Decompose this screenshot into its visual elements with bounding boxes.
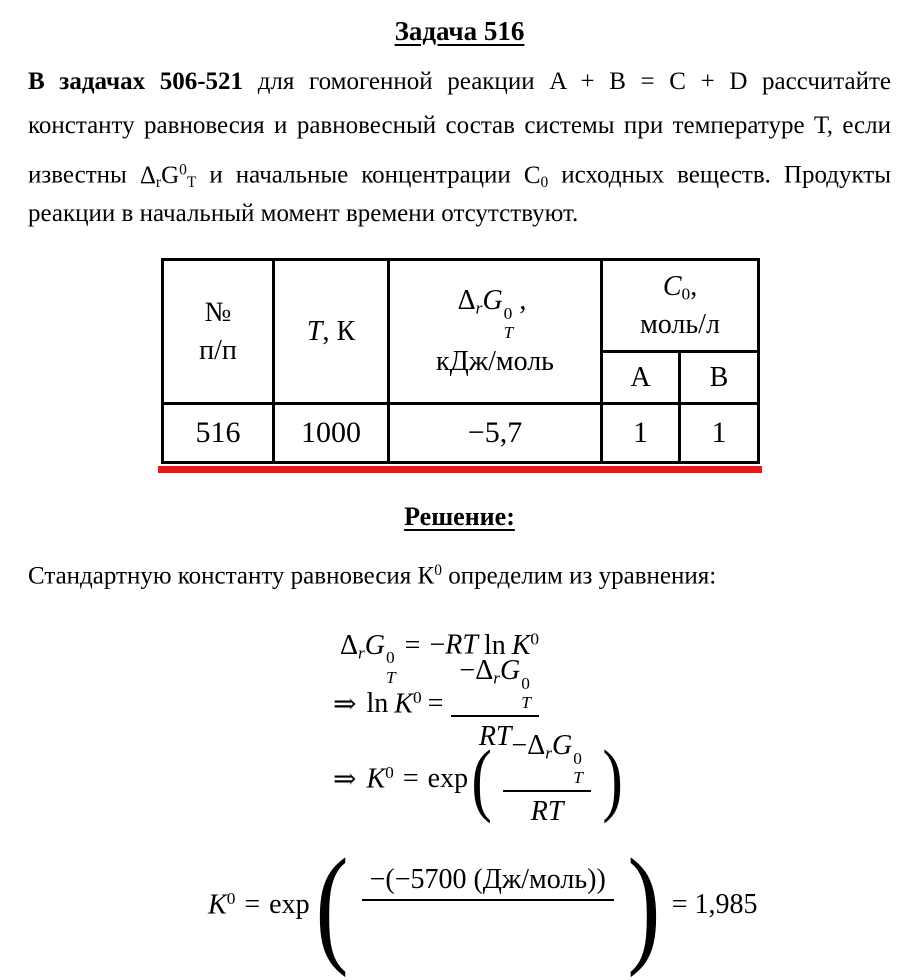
solution-intro xyxy=(28,562,716,591)
subscript-r: r xyxy=(545,743,552,763)
subscript-t: T xyxy=(521,692,531,712)
k-symbol: K xyxy=(511,629,531,661)
header-number-sign: № xyxy=(204,296,232,328)
header-temperature xyxy=(274,260,389,404)
intro-pre: Стандартную константу равновесия К xyxy=(28,562,435,590)
subscript-r: r xyxy=(475,298,483,318)
problem-line-3 xyxy=(28,148,891,192)
big-right-paren: ) xyxy=(627,831,661,979)
k-symbol: K xyxy=(366,763,386,795)
minus-sign: − xyxy=(459,655,476,686)
subscript-t: T xyxy=(186,173,197,191)
cell-problem-number: 516 xyxy=(163,404,274,463)
g-sup-sub-stack xyxy=(504,304,514,343)
problem-line-4-text: реакции в начальный момент времени отсутствуют. xyxy=(28,200,579,227)
cell-temperature: 1000 xyxy=(274,404,389,463)
delta-symbol: Δ xyxy=(139,161,156,189)
equals-sign: = xyxy=(402,763,419,794)
g-symbol: G xyxy=(482,285,503,317)
superscript-zero: 0 xyxy=(385,762,394,782)
header-gibbs-energy xyxy=(389,260,602,404)
conditions-table xyxy=(161,258,760,464)
header-number xyxy=(163,260,274,404)
gibbs-term xyxy=(392,282,598,342)
superscript-zero: 0 xyxy=(434,562,442,579)
c-symbol: C xyxy=(523,161,541,189)
superscript-zero: 0 xyxy=(573,748,582,768)
implies-arrow: ⇒ xyxy=(333,689,357,720)
problem-line-2 xyxy=(28,104,891,148)
header-substance-a: А xyxy=(602,352,680,404)
superscript-zero: 0 xyxy=(503,303,513,323)
rt-term: RT xyxy=(445,629,478,661)
k0-term xyxy=(394,688,421,721)
problem-range-bold: В задачах 506-521 xyxy=(28,68,244,95)
superscript-zero: 0 xyxy=(412,687,422,707)
header-c0-group xyxy=(602,260,759,352)
equation-4 xyxy=(208,830,764,980)
equals-sign: = xyxy=(404,629,421,661)
k0-term xyxy=(366,763,393,796)
fraction-numerator: −(−5700 (Дж/моль)) xyxy=(369,863,606,895)
equals-sign: = xyxy=(244,889,261,920)
gibbs-unit: кДж/моль xyxy=(436,345,554,377)
subscript-t: T xyxy=(386,667,396,687)
table-row xyxy=(163,404,759,463)
superscript-zero: 0 xyxy=(530,629,540,648)
ln-operator: ln xyxy=(366,688,389,719)
page-title xyxy=(0,16,919,47)
g-symbol: G xyxy=(551,730,573,761)
exp-operator: exp xyxy=(427,763,469,794)
big-left-paren: ( xyxy=(471,733,492,825)
delta-symbol: Δ xyxy=(457,285,476,317)
g-symbol: G xyxy=(364,629,386,661)
problem-line-4 xyxy=(28,192,891,236)
superscript-zero: 0 xyxy=(179,161,187,178)
delta-symbol: Δ xyxy=(475,655,494,686)
equation-3 xyxy=(333,731,626,827)
delta-symbol: Δ xyxy=(340,629,359,661)
ln-operator: ln xyxy=(483,629,506,661)
delta-g-term xyxy=(140,162,197,189)
c0-unit: моль/л xyxy=(640,308,720,340)
fraction-numerator xyxy=(451,654,538,715)
cell-c0-b: 1 xyxy=(680,404,759,463)
problem-statement xyxy=(28,60,891,236)
superscript-zero: 0 xyxy=(386,648,395,668)
red-underline xyxy=(158,466,762,473)
minus-sign: − xyxy=(511,730,528,761)
superscript-zero: 0 xyxy=(226,888,236,908)
minus-sign: − xyxy=(429,629,446,661)
c-symbol: C xyxy=(662,270,682,302)
subscript-r: r xyxy=(358,642,365,662)
subscript-r: r xyxy=(155,173,162,191)
equation-result: = 1,985 xyxy=(671,889,758,920)
g-symbol: G xyxy=(161,161,180,189)
t-symbol: T xyxy=(306,315,323,347)
equals-sign: = xyxy=(427,688,444,719)
g-sup-sub-stack xyxy=(521,674,531,713)
fraction-numerator xyxy=(503,729,590,790)
c0-term xyxy=(524,162,548,189)
problem-line-3-post: исходных веществ. Продукты xyxy=(548,161,891,189)
g-symbol: G xyxy=(500,655,521,686)
page-title-text: Задача 516 xyxy=(394,16,525,46)
header-number-pp: п/п xyxy=(199,334,237,366)
subscript-t: T xyxy=(573,767,583,787)
fraction-denominator-hidden xyxy=(362,899,614,947)
subscript-zero: 0 xyxy=(540,173,549,191)
problem-line-2-text: константу равновесия и равновесный состав системы при температуре Т, если xyxy=(28,112,891,139)
solution-heading-text: Решение: xyxy=(404,502,515,531)
big-right-paren: ) xyxy=(602,733,623,825)
problem-line-1 xyxy=(28,60,891,104)
header-substance-b: В xyxy=(680,352,759,404)
comma: , xyxy=(690,270,698,302)
exp-operator: exp xyxy=(269,889,310,920)
fraction xyxy=(362,863,614,948)
fraction-denominator: RT xyxy=(451,715,538,754)
fraction-denominator: RT xyxy=(503,790,590,829)
kelvin-unit: , К xyxy=(322,315,356,347)
k0-term xyxy=(208,889,235,922)
problem-line-1-rest: для гомогенной реакции A + B = C + D рассчитайте xyxy=(243,68,891,95)
problem-line-3-pre: известны xyxy=(28,161,140,189)
c0-term xyxy=(605,268,755,306)
delta-symbol: Δ xyxy=(527,730,546,761)
k-symbol: K xyxy=(208,889,227,921)
fraction xyxy=(503,729,590,829)
cell-c0-a: 1 xyxy=(602,404,680,463)
subscript-r: r xyxy=(493,668,500,688)
gibbs-term xyxy=(340,629,396,687)
problem-line-3-mid: и начальные концентрации xyxy=(196,161,524,189)
subscript-zero: 0 xyxy=(681,284,691,304)
solution-heading xyxy=(0,502,919,532)
subscript-t: T xyxy=(503,323,514,343)
comma: , xyxy=(519,285,527,317)
big-left-paren: ( xyxy=(315,831,349,979)
superscript-zero: 0 xyxy=(521,673,530,693)
implies-arrow: ⇒ xyxy=(333,764,357,795)
k-symbol: K xyxy=(394,688,413,720)
cell-gibbs-value: −5,7 xyxy=(389,404,602,463)
g-sup-sub-stack xyxy=(573,749,583,788)
intro-post: определим из уравнения: xyxy=(441,562,717,590)
